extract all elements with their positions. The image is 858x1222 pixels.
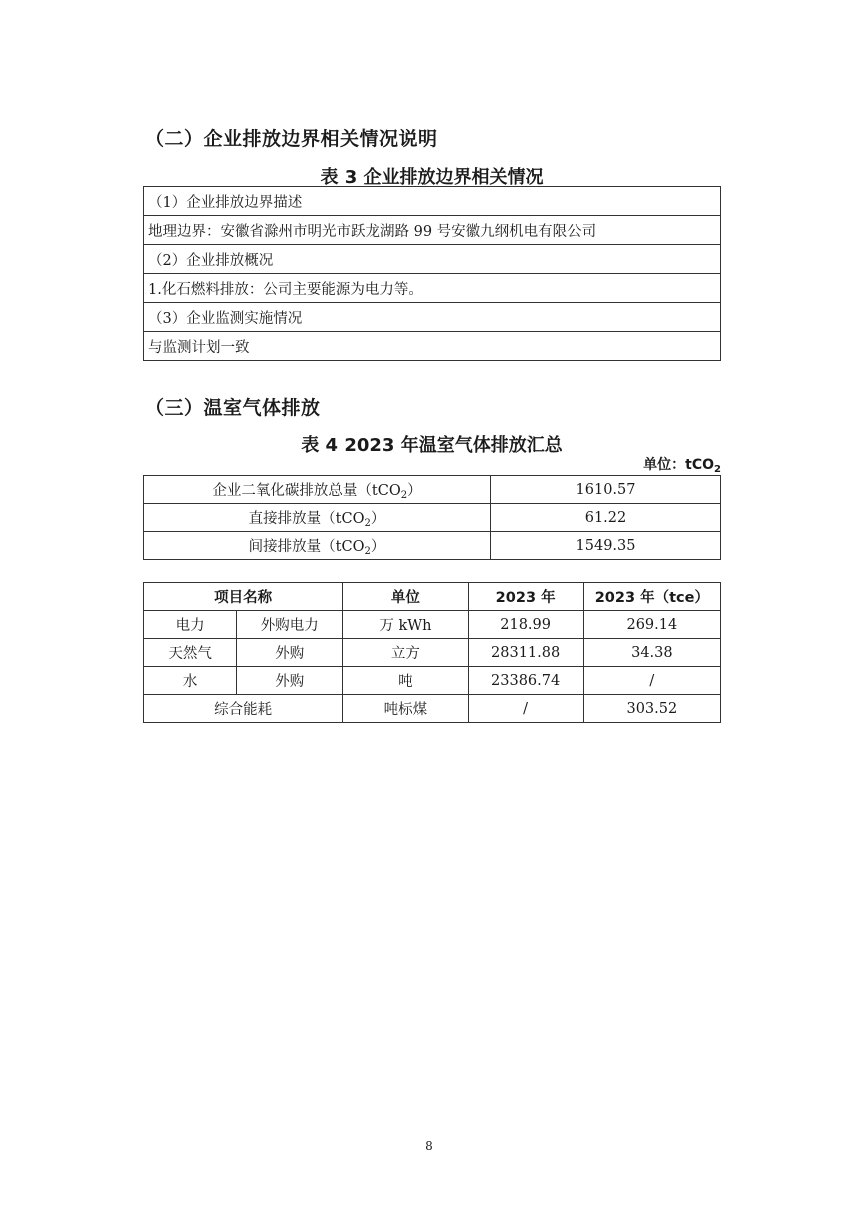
- section-2-title: （二）企业排放边界相关情况说明: [145, 128, 438, 150]
- indirect-emission-value: 1549.35: [491, 532, 721, 560]
- cell-unit: 立方: [343, 639, 468, 667]
- cell-item: 天然气: [144, 639, 237, 667]
- indirect-emission-label: 间接排放量（tCO$_2$）: [144, 532, 491, 560]
- fossil-fuel-emission: 1.化石燃料排放：公司主要能源为电力等。: [144, 274, 721, 303]
- table-row: [144, 639, 721, 667]
- cell-unit: 吨: [343, 667, 468, 695]
- total-unit: 吨标煤: [343, 695, 468, 723]
- monitoring-heading: （3）企业监测实施情况: [144, 303, 721, 332]
- table-row: [144, 695, 721, 723]
- cell-tce: 34.38: [583, 639, 720, 667]
- table-row: [144, 504, 721, 532]
- page-number: 8: [425, 1139, 433, 1153]
- emission-overview-heading: （2）企业排放概况: [144, 245, 721, 274]
- cell-item: 电力: [144, 611, 237, 639]
- geographic-boundary: 地理边界：安徽省滁州市明光市跃龙湖路 99 号安徽九纲机电有限公司: [144, 216, 721, 245]
- boundary-desc-heading: （1）企业排放边界描述: [144, 187, 721, 216]
- cell-item: 水: [144, 667, 237, 695]
- direct-emission-label: 直接排放量（tCO$_2$）: [144, 504, 491, 532]
- emission-boundary-table: [143, 186, 721, 361]
- direct-emission-value: 61.22: [491, 504, 721, 532]
- cell-tce: /: [583, 667, 720, 695]
- cell-tce: 269.14: [583, 611, 720, 639]
- table-row: [144, 611, 721, 639]
- cell-value: 28311.88: [468, 639, 583, 667]
- total-label: 综合能耗: [144, 695, 343, 723]
- cell-unit: 万 kWh: [343, 611, 468, 639]
- cell-value: 23386.74: [468, 667, 583, 695]
- table-row: [144, 216, 721, 245]
- table-row: [144, 667, 721, 695]
- cell-value: 218.99: [468, 611, 583, 639]
- ghg-summary-table: [143, 475, 721, 560]
- monitoring-status: 与监测计划一致: [144, 332, 721, 361]
- header-unit: 单位: [343, 583, 468, 611]
- table-row: [144, 476, 721, 504]
- total-tce: 303.52: [583, 695, 720, 723]
- table-row: [144, 274, 721, 303]
- total-co2-value: 1610.57: [491, 476, 721, 504]
- total-co2-label: 企业二氧化碳排放总量（tCO$_2$）: [144, 476, 491, 504]
- header-2023: 2023 年: [468, 583, 583, 611]
- section-3-title: （三）温室气体排放: [145, 397, 321, 419]
- header-item-name: 项目名称: [144, 583, 343, 611]
- table-row: [144, 245, 721, 274]
- table-row: [144, 187, 721, 216]
- table-4-title: 表 4 2023 年温室气体排放汇总: [301, 435, 563, 456]
- table-3-title: 表 3 企业排放边界相关情况: [320, 167, 544, 188]
- table-row: [144, 303, 721, 332]
- cell-type: 外购: [237, 639, 343, 667]
- table-row: [144, 532, 721, 560]
- table-row: [144, 332, 721, 361]
- energy-consumption-table: [143, 582, 721, 723]
- header-2023-tce: 2023 年（tce）: [583, 583, 720, 611]
- cell-type: 外购电力: [237, 611, 343, 639]
- table-header-row: [144, 583, 721, 611]
- unit-label: 单位：tCO$_2$: [643, 457, 721, 475]
- cell-type: 外购: [237, 667, 343, 695]
- total-value: /: [468, 695, 583, 723]
